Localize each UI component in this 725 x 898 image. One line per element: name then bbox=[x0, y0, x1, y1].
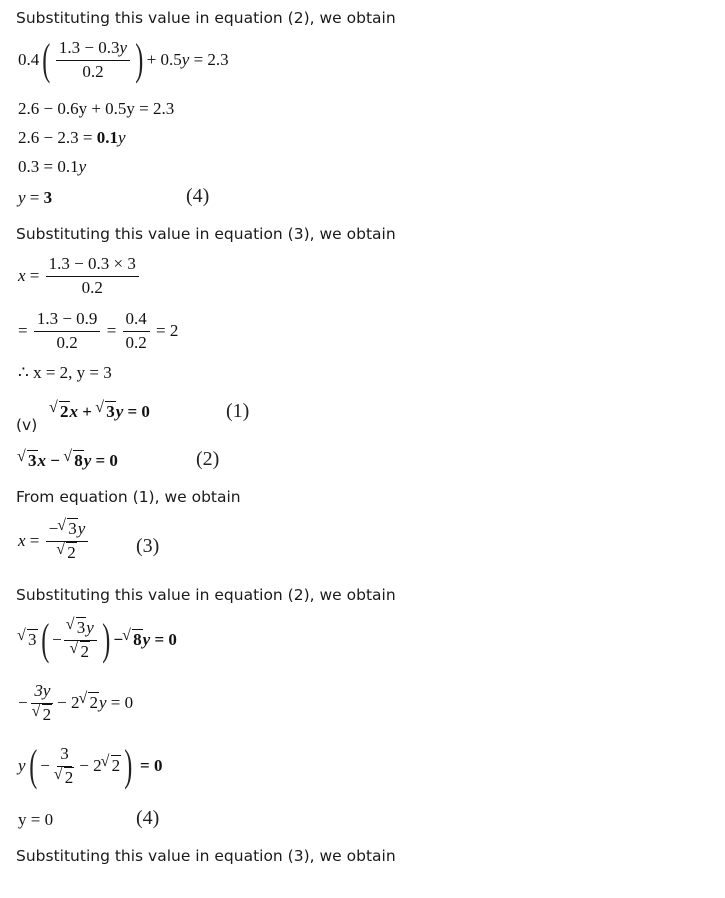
equation-line-a4: 0.3 = 0.1y bbox=[18, 157, 87, 176]
equation-v-1: √ 2x + √ 3y = 0 bbox=[50, 402, 150, 422]
left-paren: ( bbox=[42, 35, 51, 84]
equation-tag-1: (1) bbox=[226, 400, 250, 422]
prose-substitute-eq3-a: Substituting this value in equation (3), we obtain bbox=[16, 225, 396, 243]
equation-tag-2: (2) bbox=[196, 448, 220, 470]
left-paren: ( bbox=[28, 741, 37, 790]
left-paren: ( bbox=[40, 615, 49, 664]
fraction: 3 √ 2 bbox=[52, 745, 78, 787]
prose-substitute-eq3-b: Substituting this value in equation (3), we obtain bbox=[16, 847, 396, 865]
fraction: 3y √ 2 bbox=[30, 682, 56, 724]
prose-substitute-eq2-b: Substituting this value in equation (2), we obtain bbox=[16, 586, 396, 604]
equation-x-expression: x = $\frac{1.3 - 0.3 \times 3}{0.2}$ bbox=[18, 255, 141, 297]
equation-line-a5: y = 3 bbox=[18, 188, 53, 207]
equation-simplified-b: − 3y √ 2 − 2√ 2y = 0 bbox=[18, 682, 133, 724]
equation-tag-4b: (4) bbox=[136, 807, 160, 829]
fraction: √ 3y √ 2 bbox=[64, 619, 97, 661]
equation-x-from-1: x = −√ 3y √ 2 bbox=[18, 520, 90, 562]
equation-substituted-b: √ 3( − √ 3y √ 2 ) −√ 8y = 0 bbox=[18, 618, 177, 662]
equation-x-simplified: = $\frac{1.3 - 0.9}{0.2}$ = $\frac{0.4}{0.2}$ = 2 bbox=[18, 309, 179, 352]
equation-therefore: ∴ x = 2, y = 3 bbox=[18, 363, 112, 382]
equation-line-a2: 2.6 − 0.6y + 0.5y = 2.3 bbox=[18, 99, 175, 118]
fraction: $\frac{1.3 - 0.9}{0.2}$ bbox=[34, 310, 101, 352]
prose-substitute-eq2-a: Substituting this value in equation (2), we obtain bbox=[16, 9, 396, 27]
equation-factored-b: y( − 3 √ 2 − 2√ 2) = 0 bbox=[18, 744, 162, 788]
part-label-v: (v) bbox=[16, 416, 38, 434]
equation-substituted-a: 0.4( $\frac{1.3 - 0.3y}{0.2}$ ) + 0.5y = 2.3 bbox=[18, 35, 229, 84]
equation-line-a3: 2.6 − 2.3 = 0.1y bbox=[18, 128, 126, 147]
fraction: $\frac{1.3 - 0.3y}{0.2}$ bbox=[56, 39, 130, 81]
equation-tag-4a: (4) bbox=[186, 185, 210, 207]
coefficient: 0.4 bbox=[18, 50, 40, 69]
right-paren: ) bbox=[135, 35, 144, 84]
equation-y-zero: y = 0 bbox=[18, 810, 54, 829]
prose-from-eq1: From equation (1), we obtain bbox=[16, 488, 241, 506]
fraction: $\frac{1.3 - 0.3 \times 3}{0.2}$ bbox=[46, 255, 139, 297]
equation-v-2: √ 3x − √ 8y = 0 bbox=[18, 451, 118, 471]
right-paren: ) bbox=[124, 741, 133, 790]
equation-tag-3: (3) bbox=[136, 535, 160, 557]
fraction: $\frac{0.4}{0.2}$ bbox=[123, 310, 150, 352]
right-paren: ) bbox=[102, 615, 111, 664]
fraction: −√ 3y √ 2 bbox=[46, 520, 89, 562]
